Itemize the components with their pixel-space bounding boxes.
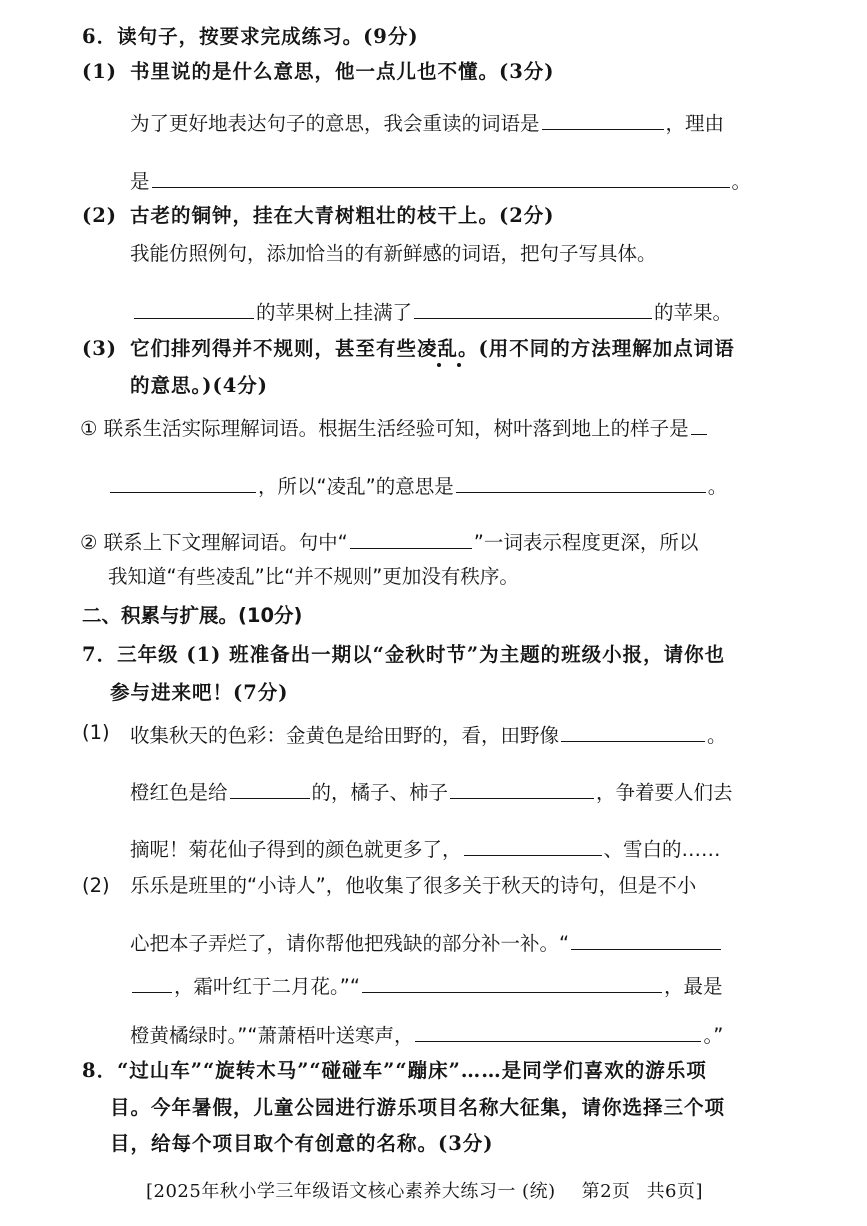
q6-p3-c1-line: ① 联系生活实际理解词语。根据生活经验可知，树叶落到地上的样子是 xyxy=(80,413,709,442)
emphasis-dot xyxy=(457,363,461,367)
q6-p1-line2: 是 。 xyxy=(130,166,751,195)
q7-title: 7．三年级 (1) 班准备出一期以“金秋时节”为主题的班级小报，请你也 xyxy=(82,643,726,666)
emphasis-dot xyxy=(437,363,441,367)
q6-p2-sentence: 古老的铜钟，挂在大青树粗壮的枝干上。(2分) xyxy=(130,204,555,227)
q7-p1-line2: 橙红色是给 的，橘子、柿子 ，争着要人们去 xyxy=(130,777,733,806)
q7-p1-line1: 收集秋天的色彩：金黄色是给田野的，看，田野像 。 xyxy=(130,720,727,749)
q6-p1-line1: 为了更好地表达句子的意思，我会重读的词语是 ，理由 xyxy=(130,108,724,137)
q6-p3-label: (3) xyxy=(82,337,118,360)
answer-blank[interactable] xyxy=(110,471,256,493)
q6-p3-c1-line2: ，所以“凌乱”的意思是 。 xyxy=(108,471,727,500)
answer-blank[interactable] xyxy=(415,1020,701,1042)
q6-p3-c2-line: ② 联系上下文理解词语。句中“ ”一词表示程度更深，所以 xyxy=(80,527,698,556)
q6-p1-label: (1) xyxy=(82,60,118,83)
q6-p3-sentence-cont: 的意思。)(4分) xyxy=(130,374,268,397)
answer-blank[interactable] xyxy=(464,834,602,856)
q7-p2-line3: ，霜叶红于二月花。”“ ，最是 xyxy=(130,971,722,1000)
q7-p1-line3: 摘呢！菊花仙子得到的颜色就更多了， 、雪白的…… xyxy=(130,834,721,863)
answer-blank[interactable] xyxy=(134,297,254,319)
answer-blank[interactable] xyxy=(132,971,172,993)
q7-p2-line1: 乐乐是班里的“小诗人”，他收集了很多关于秋天的诗句，但是不小 xyxy=(130,874,697,897)
answer-blank[interactable] xyxy=(230,777,310,799)
answer-blank[interactable] xyxy=(691,413,707,435)
q8-line2: 目。今年暑假，儿童公园进行游乐项目名称大征集，请你选择三个项 xyxy=(110,1096,726,1119)
answer-blank[interactable] xyxy=(571,928,721,950)
answer-blank[interactable] xyxy=(414,297,652,319)
answer-blank[interactable] xyxy=(542,108,664,130)
q8-line1: 8．“过山车”“旋转木马”“碰碰车”“蹦床”……是同学们喜欢的游乐项 xyxy=(82,1059,707,1082)
q8-line3: 目，给每个项目取个有创意的名称。(3分) xyxy=(110,1132,494,1155)
section2-title: 二、积累与扩展。(10分) xyxy=(82,604,303,627)
answer-blank[interactable] xyxy=(350,527,472,549)
q6-p3-sentence: 它们排列得并不规则，甚至有些凌乱。(用不同的方法理解加点词语 xyxy=(130,337,735,360)
q6-p3-c2-line2: 我知道“有些凌乱”比“并不规则”更加没有秩序。 xyxy=(108,565,519,588)
q7-p1-label: (1) xyxy=(82,721,110,744)
q6-p2-fill-line: 的苹果树上挂满了 的苹果。 xyxy=(132,297,732,326)
answer-blank[interactable] xyxy=(456,471,706,493)
answer-blank[interactable] xyxy=(450,777,594,799)
page-footer: [2025年秋小学三年级语文核心素养大练习一 (统) 第2页 共6页] xyxy=(146,1181,704,1202)
q7-p2-line4: 橙黄橘绿时。”“萧萧梧叶送寒声， 。” xyxy=(130,1020,723,1049)
q6-p2-label: (2) xyxy=(82,204,118,227)
q6-title: 6．读句子，按要求完成练习。(9分) xyxy=(82,25,419,48)
q7-title-cont: 参与进来吧！(7分) xyxy=(110,681,289,704)
q7-p2-line2: 心把本子弄烂了，请你帮他把残缺的部分补一补。“ xyxy=(130,928,723,957)
answer-blank[interactable] xyxy=(362,971,662,993)
q7-p2-label: (2) xyxy=(82,874,110,897)
answer-blank[interactable] xyxy=(561,720,705,742)
q6-p2-instruction: 我能仿照例句，添加恰当的有新鲜感的词语，把句子写具体。 xyxy=(130,242,657,265)
answer-blank[interactable] xyxy=(152,166,730,188)
q6-p1-sentence: 书里说的是什么意思，他一点儿也不懂。(3分) xyxy=(130,60,555,83)
